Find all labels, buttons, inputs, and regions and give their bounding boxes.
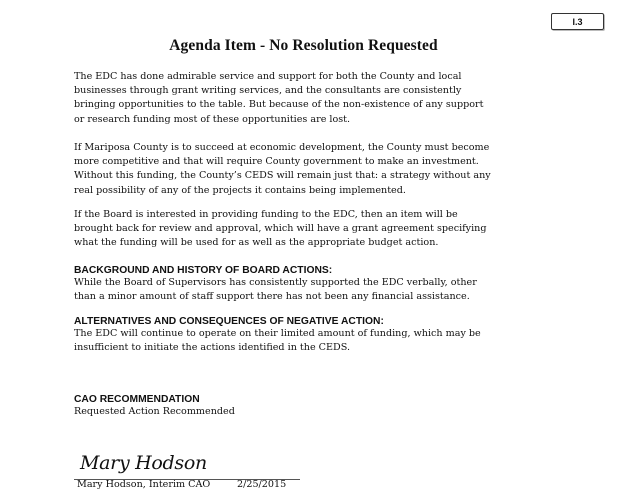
paragraph-line: more competitive and that will require County government to make an investment.: [74, 156, 479, 168]
background-paragraph: [74, 276, 574, 304]
alternatives-paragraph: [74, 327, 574, 355]
recommendation-text: [74, 405, 574, 419]
signature-date: 2/25/2015: [237, 479, 287, 490]
recommendation-line: Requested Action Recommended: [74, 406, 235, 417]
paragraph-line: businesses through grant writing services, and the consultants are consistently: [74, 85, 462, 97]
paragraph-line: The EDC has done admirable service and support for both the County and local: [74, 71, 462, 82]
paragraph-line: what the funding will be used for as well as the appropriate budget action.: [74, 237, 439, 249]
funding-paragraph: [74, 208, 574, 251]
paragraph-line: bringing opportunities to the table. But because of the non-existence of any support: [74, 99, 484, 111]
paragraph-line: If the Board is interested in providing funding to the EDC, then an item will be: [74, 209, 458, 220]
intro-paragraph: [74, 70, 574, 127]
paragraph-line: If Mariposa County is to succeed at economic development, the County must become: [74, 142, 490, 153]
paragraph-line: than a minor amount of staff support there has not been any financial assistance.: [74, 291, 470, 303]
paragraph-line: brought back for review and approval, which will have a grant agreement specifying: [74, 223, 487, 235]
agenda-item-badge: I.3: [551, 13, 604, 30]
background-heading: BACKGROUND AND HISTORY OF BOARD ACTIONS:: [74, 265, 333, 276]
handwritten-signature: Mary Hodson: [80, 452, 207, 474]
alternatives-heading: ALTERNATIVES AND CONSEQUENCES OF NEGATIVE ACTION:: [74, 316, 384, 327]
paragraph-line: or research funding most of these opportunities are lost.: [74, 113, 351, 125]
recommendation-heading: CAO RECOMMENDATION: [74, 394, 200, 405]
development-paragraph: [74, 141, 574, 198]
paragraph-line: The EDC will continue to operate on their limited amount of funding, which may be: [74, 328, 481, 339]
paragraph-line: real possibility of any of the projects it contains being implemented.: [74, 184, 406, 196]
paragraph-line: insufficient to initiate the actions identified in the CEDS.: [74, 342, 350, 354]
signatory-name: Mary Hodson, Interim CAO: [77, 479, 211, 490]
paragraph-line: Without this funding, the County’s CEDS will remain just that: a strategy without any: [74, 170, 491, 182]
page-title: Agenda Item - No Resolution Requested: [169, 37, 438, 54]
paragraph-line: While the Board of Supervisors has consistently supported the EDC verbally, other: [74, 277, 477, 288]
